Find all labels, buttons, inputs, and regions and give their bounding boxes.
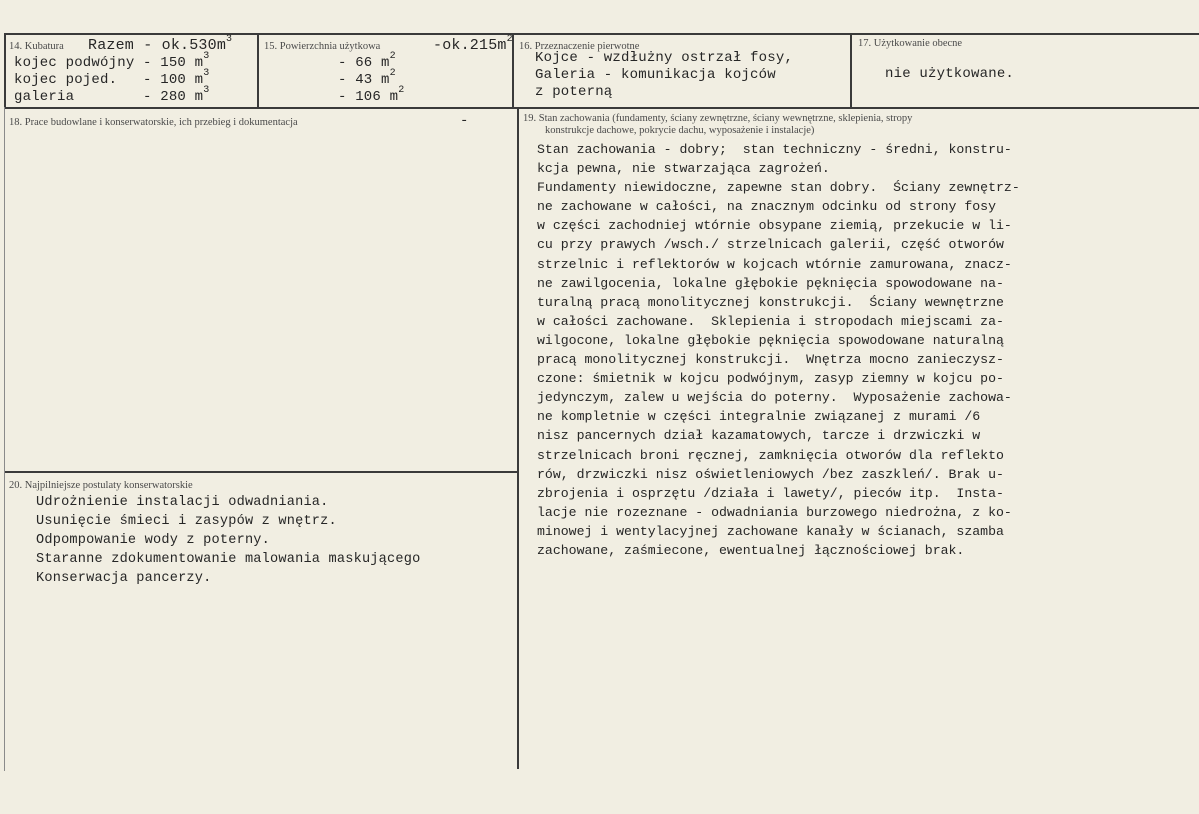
field19-line-3: ne zachowane w całości, na znacznym odcinku od strony fosy bbox=[537, 199, 996, 215]
field19-line-2: Fundamenty niewidoczne, zapewne stan dobry. Ściany zewnętrz- bbox=[537, 180, 1020, 196]
field15-line-0 bbox=[338, 51, 396, 71]
field16-line-2: z poterną bbox=[535, 84, 613, 100]
field20-line-0: Udrożnienie instalacji odwadniania. bbox=[36, 495, 329, 510]
field19-label-line2: konstrukcje dachowe, pokrycie dachu, wyposażenie i instalacje) bbox=[545, 125, 815, 136]
field14-line-0 bbox=[14, 51, 210, 71]
field14-line-0-text: kojec podwójny - 150 m bbox=[14, 55, 204, 71]
field15-line-1 bbox=[338, 68, 396, 88]
field20-body bbox=[36, 493, 420, 588]
field14-label: 14. Kubatura bbox=[9, 41, 64, 52]
field14-line-1 bbox=[14, 68, 210, 88]
field15-line-2-text: - 106 m bbox=[338, 89, 399, 105]
row-divider-18-20 bbox=[4, 471, 518, 473]
field19-line-18: zbrojenia i osprzętu /działa i lawety/, pieców itp. Insta- bbox=[537, 485, 1004, 501]
field19-line-6: strzelnic i reflektorów w kojcach wtórnie zamurowana, znacz- bbox=[537, 256, 1012, 272]
field15-total-exp: 2 bbox=[506, 34, 513, 45]
field19-line-12: czone: śmietnik w kojcu podwójnym, zasyp ziemny w kojcu po- bbox=[537, 371, 1004, 387]
col-divider-16-17 bbox=[850, 33, 852, 108]
field20-line-4: Konserwacja pancerzy. bbox=[36, 571, 212, 586]
field19-line-16: strzelnicach broni ręcznej, zamknięcia otworów dla reflekto bbox=[537, 447, 1004, 463]
field14-line-2 bbox=[14, 85, 210, 105]
field15-line-0-exp: 2 bbox=[389, 51, 396, 62]
field14-total-exp: 3 bbox=[226, 34, 233, 45]
col-divider-14-15 bbox=[257, 33, 259, 108]
field14-total bbox=[88, 34, 233, 54]
field18-value: - bbox=[460, 113, 469, 129]
field20-label: 20. Najpilniejsze postulaty konserwatorskie bbox=[9, 480, 193, 491]
field19-line-9: w całości zachowane. Sklepienia i stropodach miejscami za- bbox=[537, 313, 1004, 329]
field15-line-2-exp: 2 bbox=[398, 85, 405, 96]
field20-line-3: Staranne zdokumentowanie malowania maskującego bbox=[36, 552, 421, 567]
col-divider-main bbox=[517, 107, 519, 769]
field19-line-17: rów, drzwiczki nisz oświetleniowych /bez zaszkleń/. Brak u- bbox=[537, 466, 1004, 482]
row-divider bbox=[4, 107, 1199, 109]
field15-line-2 bbox=[338, 85, 405, 105]
field19-label-line1: 19. Stan zachowania (fundamenty, ściany zewnętrzne, ściany wewnętrzne, sklepienia, stropy bbox=[523, 113, 913, 124]
field14-line-0-exp: 3 bbox=[203, 51, 210, 62]
field19-line-0: Stan zachowania - dobry; stan techniczny - średni, konstru- bbox=[537, 142, 1012, 157]
field20-line-2: Odpompowanie wody z poterny. bbox=[36, 533, 271, 548]
field19-line-5: cu przy prawych /wsch./ strzelnicach galerii, część otworów bbox=[537, 237, 1004, 253]
field16-line-1: Galeria - komunikacja kojców bbox=[535, 67, 776, 83]
field19-line-21: zachowane, zaśmiecone, ewentualnej łącznościowej brak. bbox=[537, 542, 965, 558]
field14-line-1-text: kojec pojed. - 100 m bbox=[14, 72, 204, 88]
field19-line-10: wilgocone, lokalne głębokie pęknięcia spowodowane naturalną bbox=[537, 332, 1004, 348]
field15-label: 15. Powierzchnia użytkowa bbox=[264, 41, 381, 52]
field14-total-text: Razem - ok.530m bbox=[88, 37, 227, 54]
field15-line-1-text: - 43 m bbox=[338, 72, 390, 88]
field19-line-19: lacje nie rozeznane - odwadniania burzowego niedrożna, z ko- bbox=[537, 504, 1012, 520]
field16-line-0: Kojce - wzdłużny ostrzał fosy, bbox=[535, 50, 794, 66]
field19-line-1: kcja pewna, nie stwarzająca zagrożeń. bbox=[537, 161, 830, 177]
field14-line-2-exp: 3 bbox=[203, 85, 210, 96]
left-border bbox=[4, 33, 6, 108]
field18-label: 18. Prace budowlane i konserwatorskie, ich przebieg i dokumentacja bbox=[9, 117, 298, 128]
field14-line-1-exp: 3 bbox=[203, 68, 210, 79]
field19-line-14: ne kompletnie w części integralnie związanej z murami /6 bbox=[537, 409, 981, 425]
field19-line-8: turalną pracą monolitycznej konstrukcji. Ściany wewnętrzne bbox=[537, 294, 1004, 310]
top-border bbox=[4, 33, 1199, 35]
field19-body bbox=[537, 140, 1020, 560]
field19-line-15: nisz pancernych dział kazamatowych, tarcze i drzwiczki w bbox=[537, 428, 981, 444]
field19-line-20: minowej i wentylacyjnej zachowane kanały w ścianach, szamba bbox=[537, 523, 1004, 539]
field15-total bbox=[433, 34, 513, 54]
field15-line-1-exp: 2 bbox=[389, 68, 396, 79]
field14-line-2-text: galeria - 280 m bbox=[14, 89, 204, 105]
field15-line-0-text: - 66 m bbox=[338, 55, 390, 71]
field19-line-4: w części zachodniej wtórnie obsypane ziemią, przekucie w li- bbox=[537, 218, 1012, 234]
left-border-lower bbox=[4, 107, 5, 771]
field16-label: 16. Przeznaczenie pierwotne bbox=[519, 41, 640, 52]
field17-label: 17. Użytkowanie obecne bbox=[858, 38, 963, 49]
field19-line-13: jedynczym, zalew u wejścia do poterny. Wyposażenie zachowa- bbox=[537, 390, 1012, 406]
field20-line-1: Usunięcie śmieci i zasypów z wnętrz. bbox=[36, 514, 337, 529]
field19-line-11: pracą monolitycznej konstrukcji. Wnętrza mocno zanieczysz- bbox=[537, 352, 1004, 368]
field17-value: nie użytkowane. bbox=[885, 66, 1015, 82]
field19-line-7: ne zawilgocenia, lokalne głębokie pęknięcia spowodowane na- bbox=[537, 275, 1004, 291]
field15-total-text: -ok.215m bbox=[433, 37, 507, 54]
